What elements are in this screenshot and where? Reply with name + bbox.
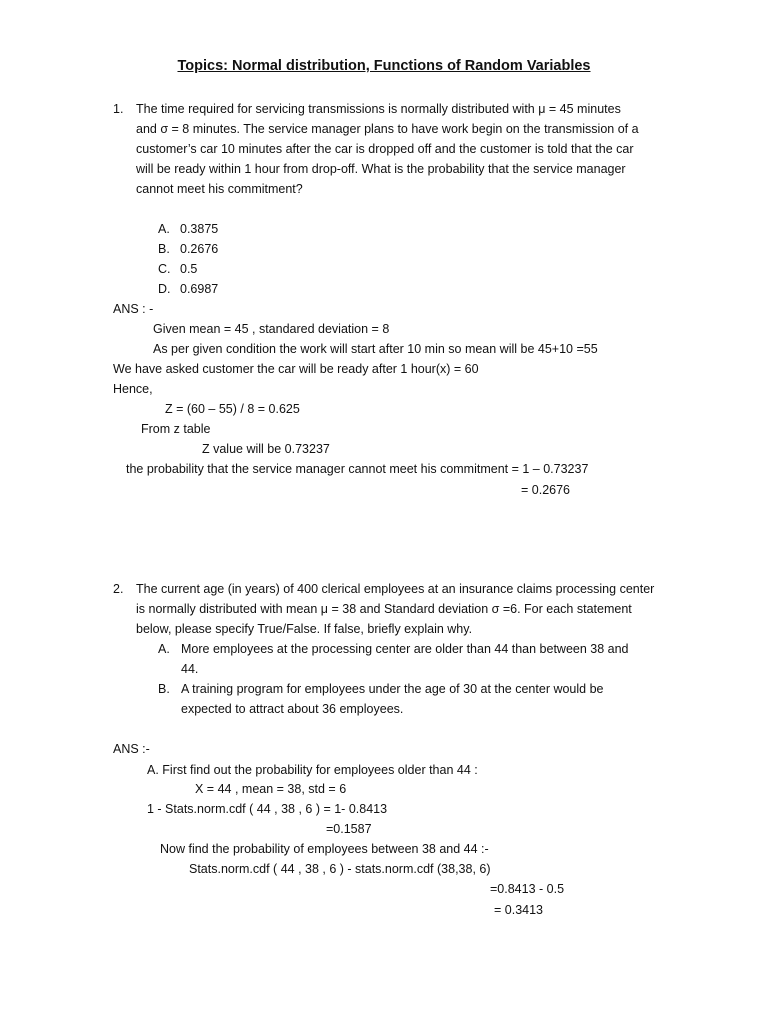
statement-line: expected to attract about 36 employees. (181, 702, 404, 716)
question-1-line: cannot meet his commitment? (136, 182, 303, 196)
question-2-line: below, please specify True/False. If false, briefly explain why. (136, 622, 473, 636)
statement-line: A training program for employees under the age of 30 at the center would be (181, 682, 604, 696)
answer-1-line: Z value will be 0.73237 (202, 442, 330, 456)
answer-1-line: We have asked customer the car will be ready after 1 hour(x) = 60 (113, 362, 479, 376)
question-2-line: is normally distributed with mean μ = 38 and Standard deviation σ =6. For each statement (136, 602, 632, 616)
option-letter: A. (158, 222, 170, 236)
option-letter: B. (158, 242, 170, 256)
question-2-number: 2. (113, 582, 124, 596)
statement-letter: B. (158, 682, 170, 696)
answer-2-line: 1 - Stats.norm.cdf ( 44 , 38 , 6 ) = 1- 0.8413 (147, 802, 388, 816)
option-letter: D. (158, 282, 171, 296)
option-letter: C. (158, 262, 171, 276)
question-1-line: customer’s car 10 minutes after the car is dropped off and the customer is told that the car (136, 142, 634, 156)
option-value: 0.5 (180, 262, 198, 276)
answer-2-line: =0.1587 (326, 822, 372, 836)
question-1-line: The time required for servicing transmissions is normally distributed with μ = 45 minutes (136, 102, 621, 116)
answer-2-line: A. First find out the probability for employees older than 44 : (147, 763, 478, 777)
option-value: 0.3875 (180, 222, 219, 236)
answer-1-line: the probability that the service manager cannot meet his commitment = 1 – 0.73237 (126, 462, 589, 476)
question-1-line: will be ready within 1 hour from drop-off. What is the probability that the service manager (136, 162, 626, 176)
answer-2-line: ANS :- (113, 742, 150, 756)
question-1-line: and σ = 8 minutes. The service manager plans to have work begin on the transmission of a (136, 122, 639, 136)
answer-1-line: ANS : - (113, 302, 154, 316)
answer-2-result: = 0.3413 (494, 903, 544, 917)
answer-1-line: Z = (60 – 55) / 8 = 0.625 (165, 402, 300, 416)
statement-line: 44. (181, 662, 199, 676)
question-1-number: 1. (113, 102, 124, 116)
answer-2-line: Now find the probability of employees between 38 and 44 :- (160, 842, 489, 856)
statement-letter: A. (158, 642, 170, 656)
answer-1-line: Given mean = 45 , standared deviation = 8 (153, 322, 390, 336)
question-2-line: The current age (in years) of 400 clerical employees at an insurance claims processing center (136, 582, 655, 596)
answer-1-result: = 0.2676 (521, 483, 571, 497)
answer-2-line: X = 44 , mean = 38, std = 6 (195, 782, 347, 796)
option-value: 0.6987 (180, 282, 219, 296)
answer-2-line: =0.8413 - 0.5 (490, 882, 565, 896)
page-title: Topics: Normal distribution, Functions of Random Variables (177, 58, 591, 74)
answer-1-line: Hence, (113, 382, 153, 396)
answer-1-line: As per given condition the work will start after 10 min so mean will be 45+10 =55 (153, 342, 598, 356)
option-value: 0.2676 (180, 242, 219, 256)
answer-1-line: From z table (141, 422, 211, 436)
statement-line: More employees at the processing center are older than 44 than between 38 and (181, 642, 629, 656)
answer-2-line: Stats.norm.cdf ( 44 , 38 , 6 ) - stats.norm.cdf (38,38, 6) (189, 862, 491, 876)
